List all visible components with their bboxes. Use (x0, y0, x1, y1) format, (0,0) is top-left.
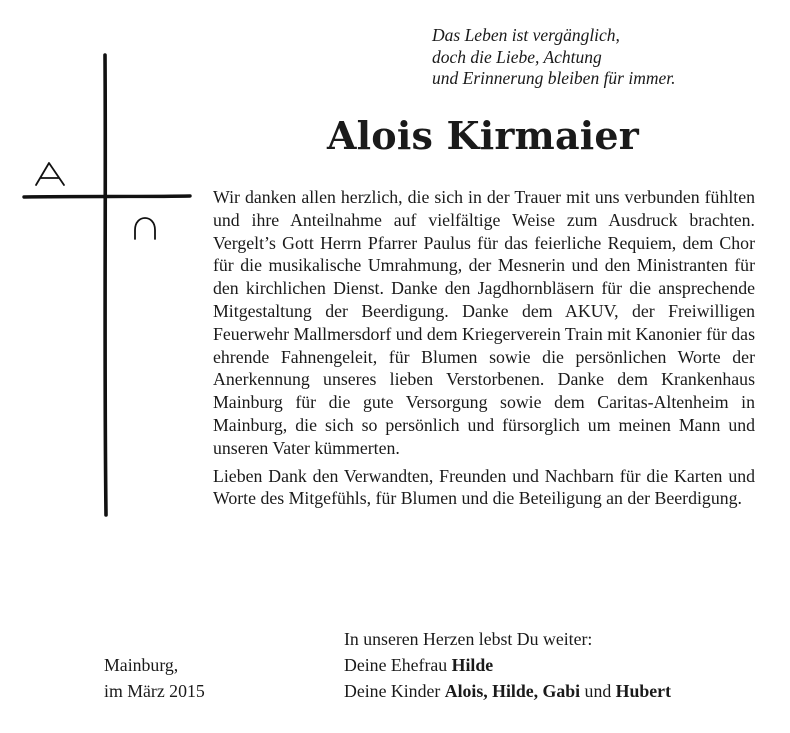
place-city: Mainburg, (104, 655, 179, 675)
cross-vertical-bar (105, 55, 106, 515)
place-date: im März 2015 (104, 681, 205, 701)
motto-line-3: und Erinnerung bleiben für immer. (432, 68, 676, 88)
closing-children-line (344, 678, 671, 704)
place-and-date (104, 652, 205, 704)
cross-icon (0, 0, 200, 520)
motto-line-1: Das Leben ist vergänglich, (432, 25, 620, 45)
acknowledgement-paragraph-1: Wir danken allen herzlich, die sich in der Trauer mit uns verbunden fühlten und ihre Anteilnahme auf vielfältige Weise zum Ausdruck brachten. Vergelt’s Gott Herrn Pfarrer Paulus für das feierliche Requiem, dem Chor für die musikalische Umrahmung, der Mesnerin und den Ministranten für den kirchlichen Dienst. Danke den Jagdhornbläsern für die ansprechende Mitgestaltung der Beerdigung. Danke dem AKUV, der Freiwilligen Feuerwehr Mallmersdorf und dem Kriegerverein Train mit Kanonier für das ehrende Fahnengeleit, für Blumen sowie die persönlichen Worte der Anerkennung unseres lieben Verstorbenen. Danke dem Krankenhaus Mainburg für die gute Versorgung sowie dem Caritas-Altenheim in Mainburg, die sich so persönlich und fürsorglich um meinen Mann und unseren Vater kümmerten. (213, 187, 755, 458)
motto-line-2: doch die Liebe, Achtung (432, 46, 602, 67)
closing-intro: In unseren Herzen lebst Du weiter: (344, 629, 593, 649)
children-names: Alois, Hilde, Gabi (444, 681, 581, 701)
alpha-icon (36, 163, 64, 185)
omega-icon (135, 218, 155, 239)
deceased-name: Alois Kirmaier (326, 113, 640, 158)
children-prefix: Deine Kinder (344, 681, 441, 701)
motto-verse (432, 25, 772, 90)
wife-name: Hilde (451, 655, 494, 675)
closing-wife-line (344, 652, 671, 678)
cross-horizontal-bar (24, 196, 190, 197)
closing-signature (344, 626, 671, 704)
wife-prefix: Deine Ehefrau (344, 655, 448, 675)
children-last-name: Hubert (615, 681, 671, 701)
acknowledgement-paragraph-2: Lieben Dank den Verwandten, Freunden und Nachbarn für die Karten und Worte des Mitgefühls, für Blumen und die Beteiligung an der Beerdigung. (213, 465, 755, 509)
acknowledgement-text (213, 186, 755, 510)
children-and: und (584, 681, 612, 701)
